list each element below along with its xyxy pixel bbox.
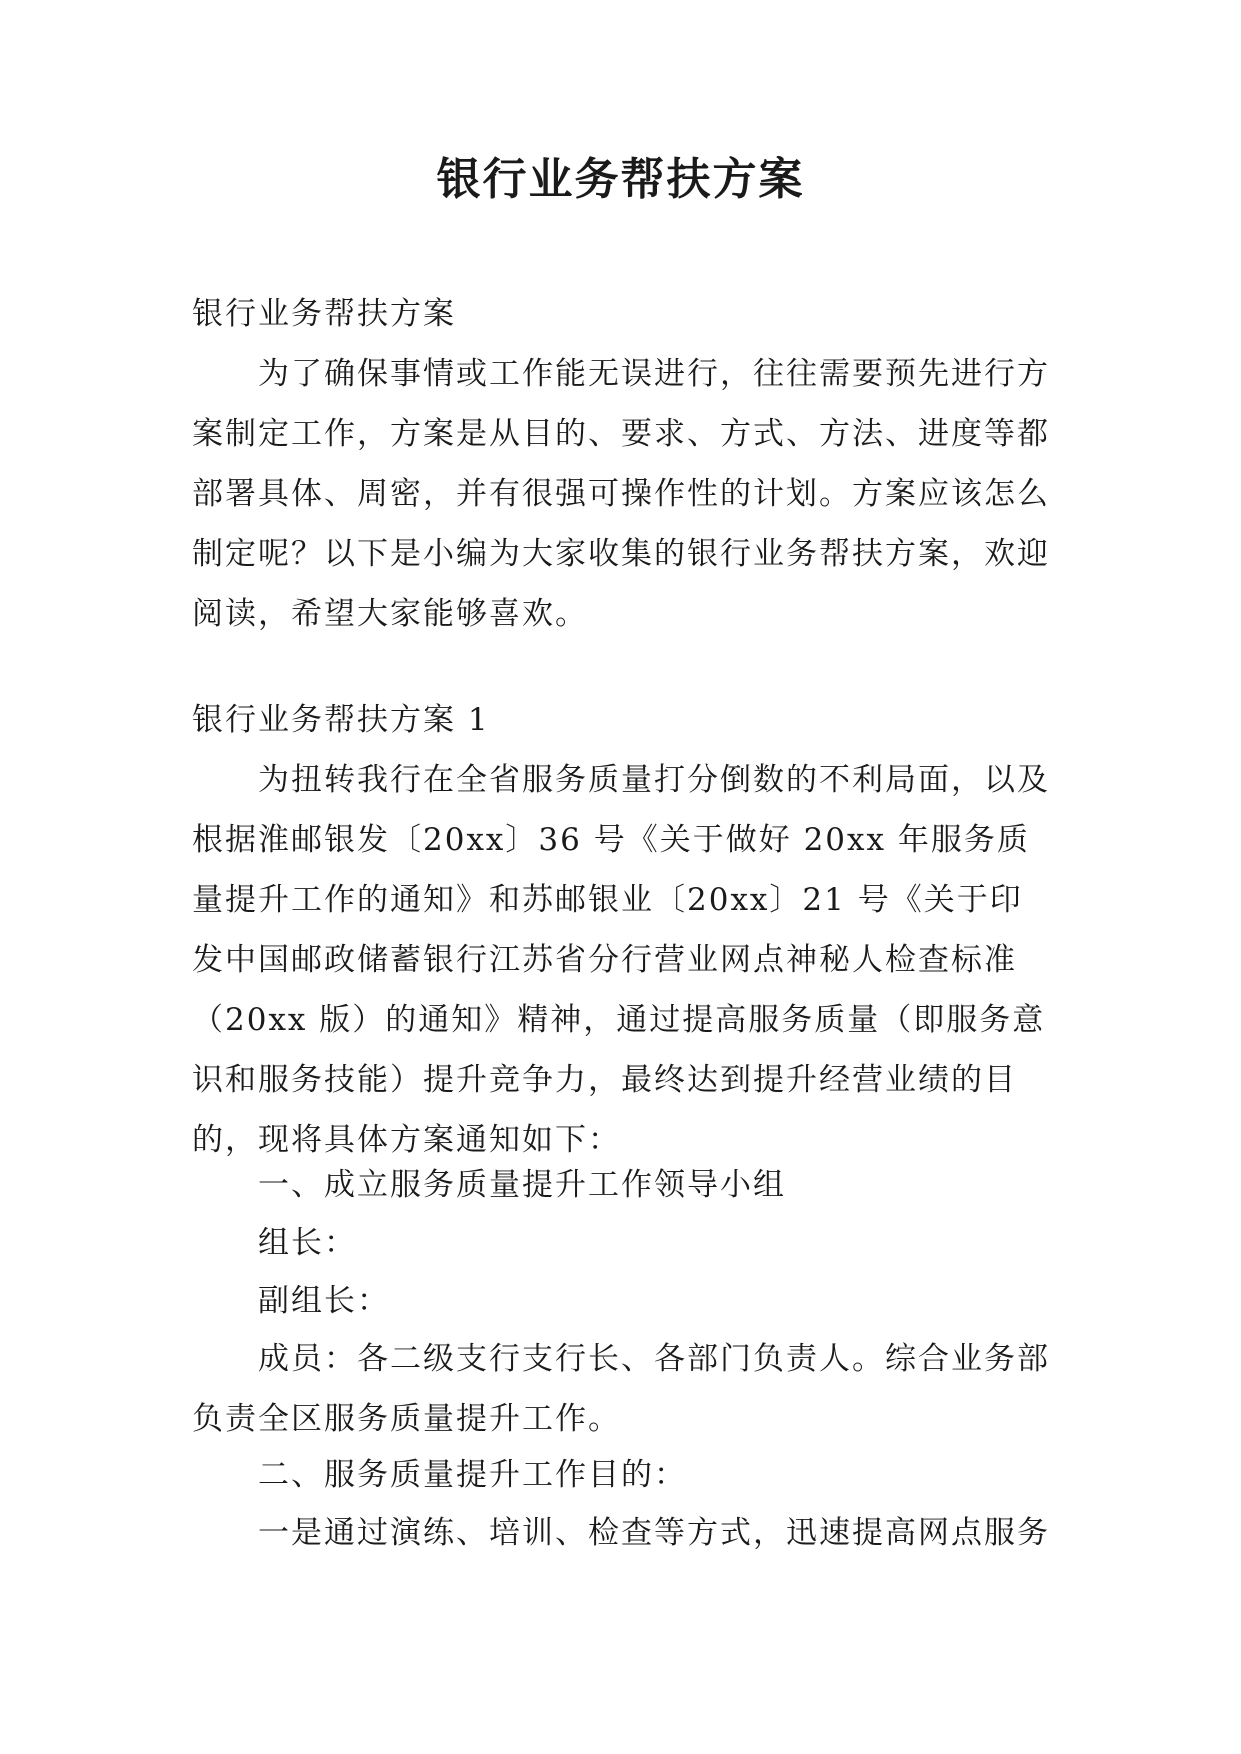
section-heading-2: 二、服务质量提升工作目的： bbox=[258, 1457, 687, 1493]
goal-paragraph: 一是通过演练、培训、检查等方式，迅速提高网点服务 bbox=[258, 1515, 1050, 1551]
intro-paragraph: 为了确保事情或工作能无误进行，往往需要预先进行方案制定工作，方案是从目的、要求、方式、方法、进度等都部署具体、周密，并有很强可操作性的计划。方案应该怎么制定呢？以下是小编为大家收集的银行业务帮扶方案，欢迎阅读，希望大家能够喜欢。 bbox=[192, 356, 1050, 632]
document-title: 银行业务帮扶方案 bbox=[436, 154, 805, 205]
document-subtitle: 银行业务帮扶方案 bbox=[192, 296, 456, 332]
leader-line: 组长： bbox=[258, 1225, 357, 1261]
deputy-leader-line: 副组长： bbox=[258, 1283, 390, 1319]
section-paragraph: 为扭转我行在全省服务质量打分倒数的不利局面，以及根据淮邮银发〔20xx〕36 号《关于做好 20xx 年服务质量提升工作的通知》和苏邮银业〔20xx〕21 号《关于印发中国邮政储蓄银行江苏省分行营业网点神秘人检查标准（20xx 版）的通知》精神，通过提高服务质量（即服务意识和服务技能）提升竞争力，最终达到提升经营业绩的目的，现将具体方案通知如下： bbox=[192, 762, 1050, 1158]
section-title: 银行业务帮扶方案 1 bbox=[192, 702, 490, 738]
section-heading-1: 一、成立服务质量提升工作领导小组 bbox=[258, 1167, 786, 1203]
members-paragraph: 成员：各二级支行支行长、各部门负责人。综合业务部负责全区服务质量提升工作。 bbox=[192, 1341, 1050, 1437]
